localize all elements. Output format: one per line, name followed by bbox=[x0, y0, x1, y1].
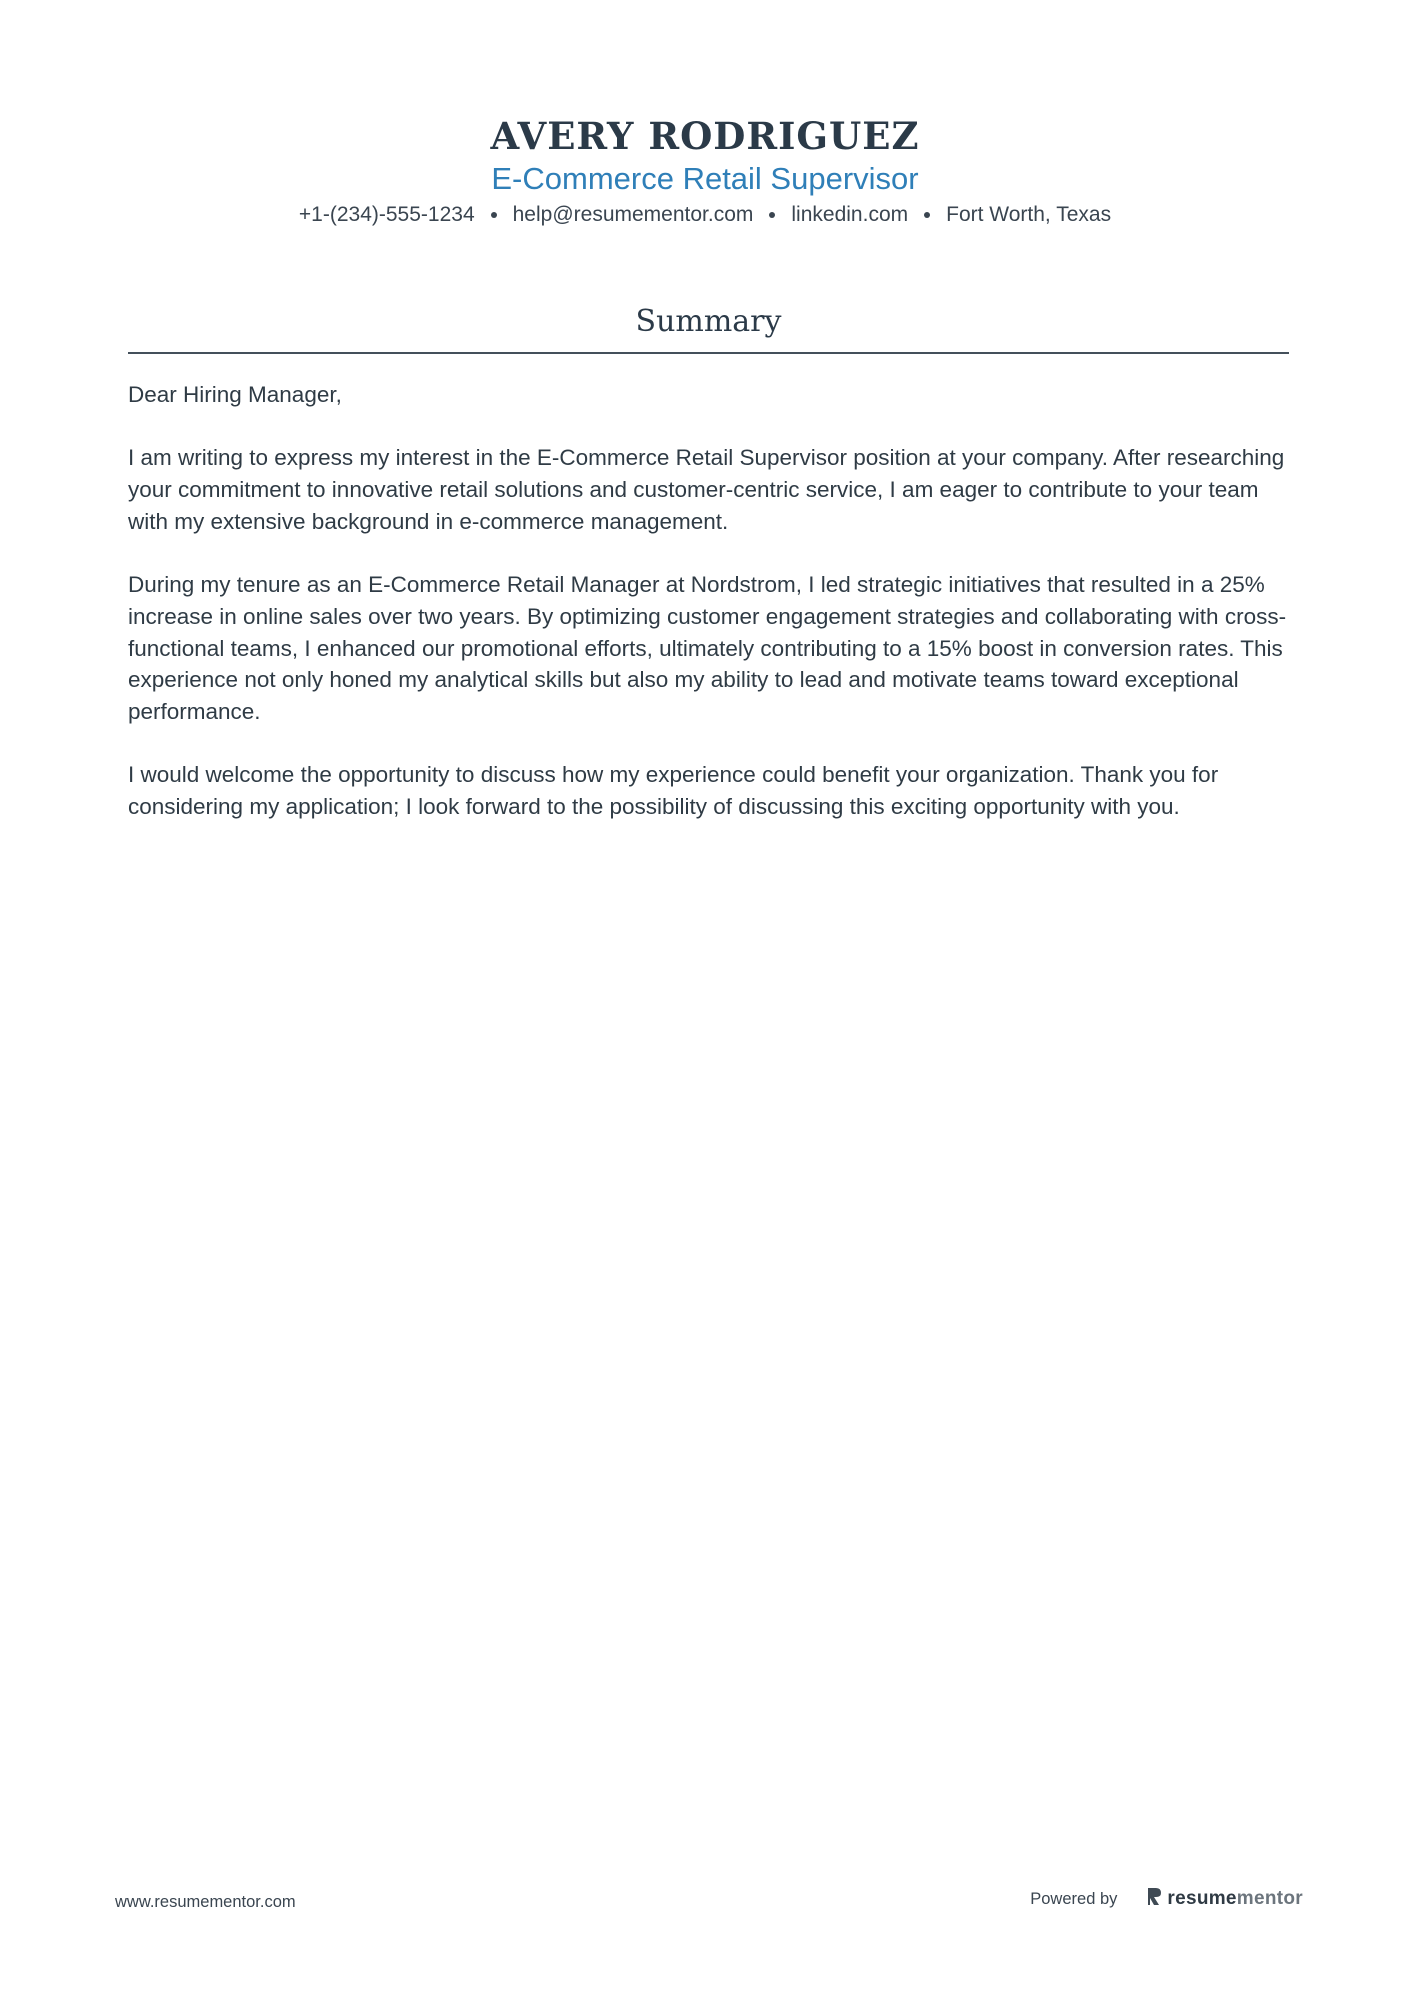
candidate-name: AVERY RODRIGUEZ bbox=[490, 114, 920, 158]
bullet-dot-icon bbox=[924, 212, 930, 218]
brand-logo bbox=[1147, 1886, 1303, 1912]
bullet-dot-icon bbox=[769, 212, 775, 218]
footer-branding bbox=[1030, 1886, 1303, 1912]
contact-location: Fort Worth, Texas bbox=[946, 203, 1112, 226]
letter-paragraph: During my tenure as an E-Commerce Retail Manager at Nordstrom, I led strategic initiatives that resulted in a 25% increase in online sales over two years. By optimizing customer engagement strategies and collaborating with cross-functional teams, I enhanced our promotional efforts, ultimately contributing to a 15% boost in conversion rates. This experience not only honed my analytical skills but also my ability to lead and motivate teams toward exceptional performance. bbox=[128, 572, 1287, 724]
contact-linkedin: linkedin.com bbox=[791, 203, 909, 226]
contact-phone: +1-(234)-555-1234 bbox=[298, 203, 475, 226]
header bbox=[0, 112, 1410, 230]
brand-name-part1: resume bbox=[1167, 1888, 1237, 1909]
bullet-dot-icon bbox=[491, 212, 497, 218]
powered-by-label: Powered by bbox=[1030, 1889, 1118, 1908]
letter-paragraph: I am writing to express my interest in the E-Commerce Retail Supervisor position at your company. After researching your commitment to innovative retail solutions and customer-centric service, I am eager to contribute to your team with my extensive background in e-commerce management. bbox=[128, 445, 1285, 534]
contact-line bbox=[0, 200, 1410, 230]
section-divider bbox=[128, 352, 1289, 354]
footer-website: www.resumementor.com bbox=[115, 1893, 296, 1911]
letter-paragraph: I would welcome the opportunity to discuss how my experience could benefit your organization. Thank you for considering my application; I look forward to the possibility of discussing this exciting opportunity with you. bbox=[128, 762, 1219, 820]
brand-name-part2: mentor bbox=[1236, 1888, 1303, 1909]
job-title: E-Commerce Retail Supervisor bbox=[491, 161, 919, 196]
letter-greeting: Dear Hiring Manager, bbox=[128, 382, 342, 407]
resumementor-logo-icon bbox=[1147, 1886, 1163, 1912]
contact-email: help@resumementor.com bbox=[512, 203, 754, 226]
letter-body bbox=[128, 379, 1296, 854]
section-title: Summary bbox=[635, 304, 782, 339]
